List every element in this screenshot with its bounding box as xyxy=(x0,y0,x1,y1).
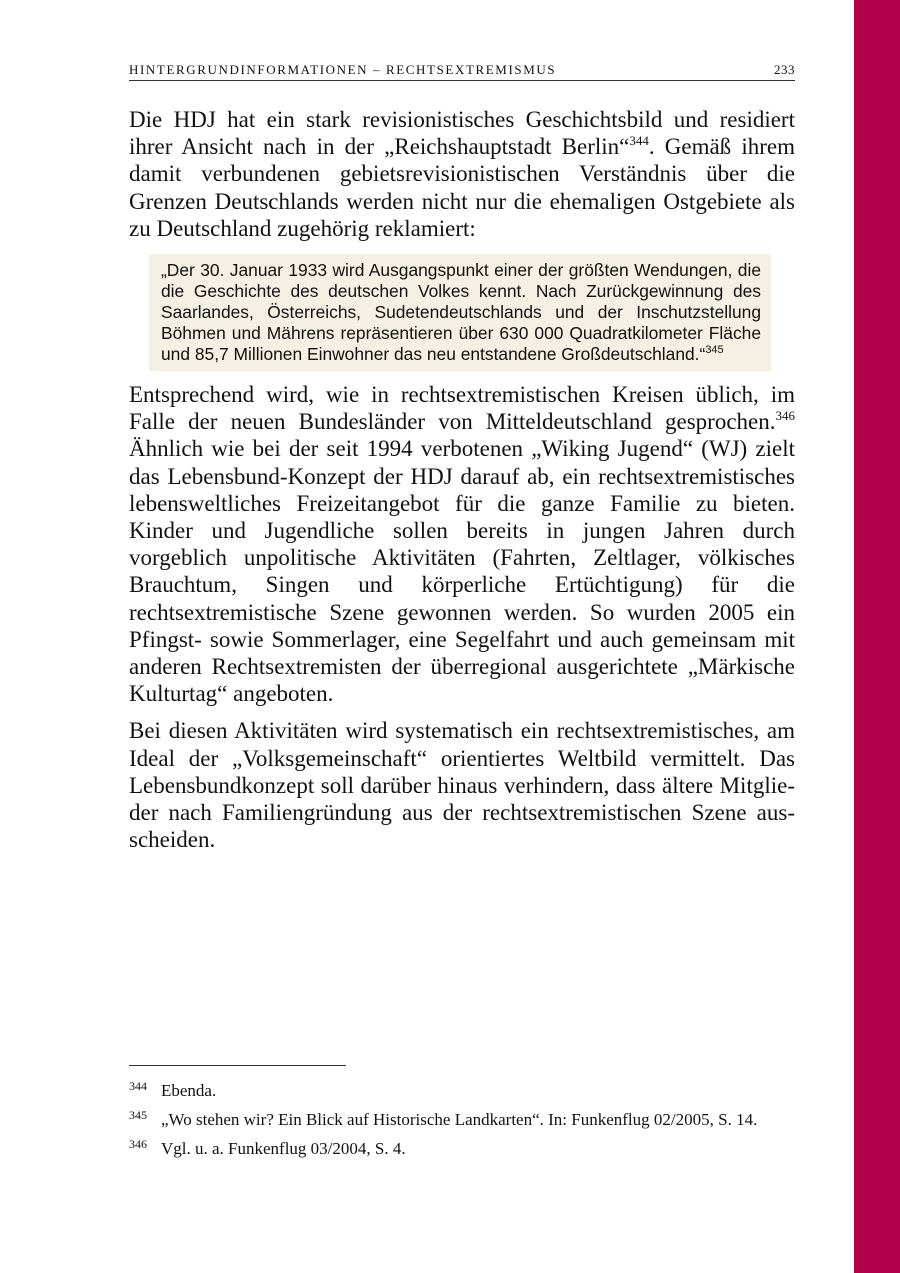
paragraph-2-text-b: Ähnlich wie bei der seit 1994 verbotenen „Wiking Jugend“ (WJ) zielt das Lebensbund-Konzept der HDJ darauf ab, ein rechtsextremistisches lebensweltliches Freizeitangebot für die ganze Familie zu bieten. Kinder und Jugendliche sollen bereits in jungen Jahren durch vorgeblich unpolitische Aktivitäten (Fahrten, Zeltlager, völkisches Brauchtum, Singen und körperliche Ertüchtigung) für die rechtsextremistische Szene gewonnen werden. So wurden 2005 ein Pfingst- sowie Sommerlager, eine Segelfahrt und auch gemeinsam mit anderen Rechtsextremisten der überregional ausgerichtete „Märkische Kulturtag“ angeboten. xyxy=(129,436,795,707)
footnote xyxy=(129,1138,795,1159)
footnote-number: 346 xyxy=(129,1137,147,1151)
quote-text: „Der 30. Januar 1933 wird Ausgangspunkt einer der größten Wendungen, die die Geschichte des deutschen Volkes kennt. Nach Zurückgewinnung des Saarlandes, Österreichs, Sudetendeutschlands und der Inschutzstellung Böhmen und Mährens repräsentieren über 630 000 Quadratkilometer Fläche und 85,7 Millionen Einwohner das neu entstandene Großdeutschland.“ xyxy=(161,260,761,365)
footnote-number: 344 xyxy=(129,1079,147,1093)
paragraph-1 xyxy=(129,106,795,242)
footnote-text: Ebenda. xyxy=(161,1081,217,1100)
accent-bar xyxy=(854,0,900,1273)
footnote xyxy=(129,1109,795,1130)
paragraph-1-text-a: Die HDJ hat ein stark revisionistisches Geschichtsbild und residiert ihrer Ansicht nach in der „Reichshauptstadt Berlin“ xyxy=(129,107,795,160)
running-header xyxy=(129,62,795,81)
block-quote xyxy=(149,254,771,371)
footnote-separator xyxy=(129,1065,346,1066)
paragraph-1-text-b: . Gemäß ihrem damit verbundenen gebietsrevisionistischen Verständnis über die Grenzen Deutschlands werden nicht nur die ehemaligen Ostgebiete als zu Deutschland zugehörig reklamiert: xyxy=(129,134,795,241)
footnote xyxy=(129,1080,795,1101)
page-number: 233 xyxy=(774,62,795,77)
paragraph-2 xyxy=(129,381,795,707)
footnote-text: „Wo stehen wir? Ein Blick auf Historische Landkarten“. In: Funkenflug 02/2005, S. 14. xyxy=(161,1110,758,1129)
footnote-text: Vgl. u. a. Funkenflug 03/2004, S. 4. xyxy=(161,1139,406,1158)
main-text xyxy=(129,106,795,853)
footnote-number: 345 xyxy=(129,1108,147,1122)
footnote-ref-346[interactable]: 346 xyxy=(775,408,795,424)
running-title: HINTERGRUNDINFORMATIONEN – RECHTSEXTREMISMUS xyxy=(129,62,557,77)
footnotes xyxy=(129,1080,795,1167)
paragraph-2-text-a: Entsprechend wird, wie in rechtsextremistischen Kreisen üblich, im Falle der neuen Bundesländer von Mitteldeutschland gesprochen. xyxy=(129,382,795,435)
footnote-ref-344[interactable]: 344 xyxy=(629,133,649,149)
footnote-ref-345[interactable]: 345 xyxy=(705,344,724,357)
paragraph-3: Bei diesen Aktivitäten wird systematisch ein rechtsextremistisches, am Ideal der „Volksgemeinschaft“ orientiertes Weltbild vermittelt. Das Lebensbundkonzept soll darüber hinaus verhindern, dass ältere Mitglieder nach Familiengründung aus der rechtsextremistischen Szene ausscheiden. xyxy=(129,718,795,853)
